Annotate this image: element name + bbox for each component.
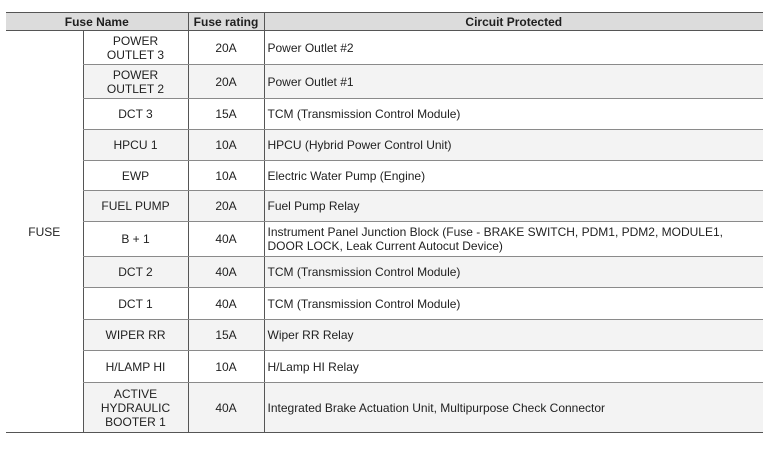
circuit-protected-cell: Electric Water Pump (Engine) — [264, 161, 763, 191]
circuit-protected-cell: TCM (Transmission Control Module) — [264, 99, 763, 130]
table-row — [6, 383, 763, 433]
fuse-name-cell: POWER OUTLET 3 — [83, 31, 188, 65]
fuse-group-label: FUSE — [6, 31, 83, 433]
fuse-rating-cell: 40A — [188, 222, 264, 257]
circuit-protected-cell: Power Outlet #1 — [264, 65, 763, 99]
fuse-rating-cell: 20A — [188, 191, 264, 222]
circuit-protected-cell: TCM (Transmission Control Module) — [264, 257, 763, 288]
table-body — [6, 31, 763, 433]
fuse-table — [6, 12, 763, 433]
table-row — [6, 257, 763, 288]
fuse-name-cell: B + 1 — [83, 222, 188, 257]
fuse-rating-cell: 10A — [188, 130, 264, 161]
fuse-rating-cell: 10A — [188, 161, 264, 191]
fuse-name-cell: DCT 3 — [83, 99, 188, 130]
table-row — [6, 351, 763, 383]
fuse-name-cell: WIPER RR — [83, 320, 188, 351]
fuse-name-cell: FUEL PUMP — [83, 191, 188, 222]
table-header-row — [6, 13, 763, 31]
circuit-protected-cell: Wiper RR Relay — [264, 320, 763, 351]
fuse-rating-cell: 40A — [188, 383, 264, 433]
fuse-rating-cell: 15A — [188, 320, 264, 351]
circuit-protected-cell: H/Lamp HI Relay — [264, 351, 763, 383]
fuse-name-cell: POWER OUTLET 2 — [83, 65, 188, 99]
circuit-protected-cell: HPCU (Hybrid Power Control Unit) — [264, 130, 763, 161]
fuse-rating-cell: 40A — [188, 257, 264, 288]
table-row — [6, 161, 763, 191]
circuit-protected-cell: TCM (Transmission Control Module) — [264, 288, 763, 320]
fuse-name-cell: H/LAMP HI — [83, 351, 188, 383]
fuse-rating-cell: 20A — [188, 31, 264, 65]
fuse-rating-cell: 40A — [188, 288, 264, 320]
table-row — [6, 288, 763, 320]
circuit-protected-cell: Instrument Panel Junction Block (Fuse - BRAKE SWITCH, PDM1, PDM2, MODULE1, DOOR LOCK, Leak Current Autocut Device) — [264, 222, 763, 257]
table-row — [6, 130, 763, 161]
fuse-name-cell: EWP — [83, 161, 188, 191]
fuse-rating-cell: 15A — [188, 99, 264, 130]
fuse-name-cell: DCT 2 — [83, 257, 188, 288]
table-row — [6, 222, 763, 257]
fuse-rating-cell: 10A — [188, 351, 264, 383]
circuit-protected-cell: Power Outlet #2 — [264, 31, 763, 65]
fuse-name-cell: ACTIVE HYDRAULIC BOOTER 1 — [83, 383, 188, 433]
circuit-protected-cell: Fuel Pump Relay — [264, 191, 763, 222]
fuse-name-cell: HPCU 1 — [83, 130, 188, 161]
table-row — [6, 65, 763, 99]
circuit-protected-cell: Integrated Brake Actuation Unit, Multipurpose Check Connector — [264, 383, 763, 433]
table-row — [6, 31, 763, 65]
fuse-rating-cell: 20A — [188, 65, 264, 99]
table-row — [6, 191, 763, 222]
fuse-name-cell: DCT 1 — [83, 288, 188, 320]
table-row — [6, 320, 763, 351]
header-circuit-protected: Circuit Protected — [264, 13, 763, 31]
table-row — [6, 99, 763, 130]
header-fuse-rating: Fuse rating — [188, 13, 264, 31]
header-fuse-name: Fuse Name — [6, 13, 188, 31]
